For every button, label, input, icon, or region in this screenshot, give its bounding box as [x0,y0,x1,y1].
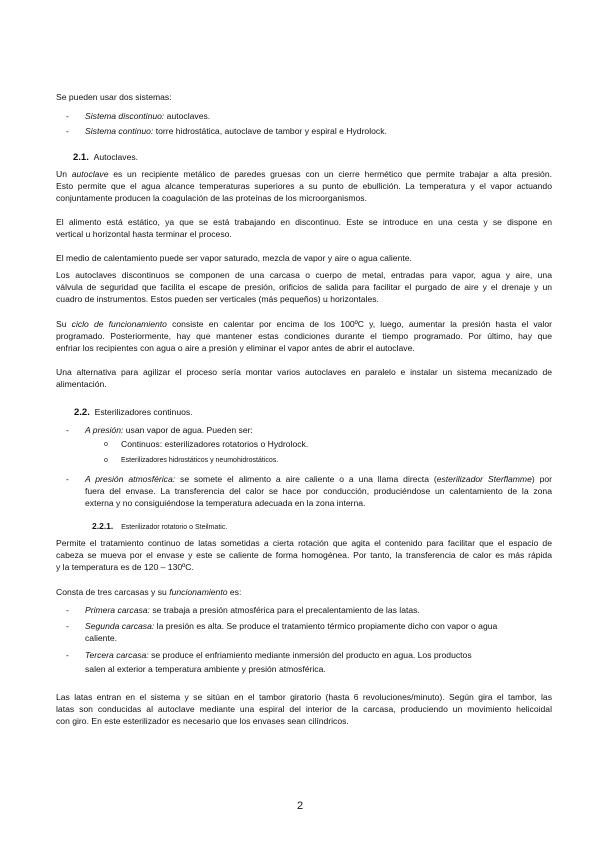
paragraph-line: latas son conducidas al autoclave mediante una espiral del interior de la carcasa, produciendo un movimiento helicoidal [56,704,552,714]
bullet-circle: o [104,441,108,448]
paragraph-line: Esto permite que el agua alcance temperaturas superiores a su punto de ebullición. La temperatura y el vapor actuando [56,181,552,191]
list-item-a-presion: A presión: usan vapor de agua. Pueden ser: [85,425,253,435]
bullet-dash: - [66,621,69,631]
paragraph-line: salen al exterior a temperatura ambiente y presión atmosférica. [85,664,326,674]
paragraph-line: válvula de seguridad que facilita el escape de presión, orificios de salida para facilitar el purgado de aire y el drenaje y un [56,282,552,292]
paragraph-line: El medio de calentamiento puede ser vapor saturado, mezcla de vapor y aire o agua caliente. [56,253,412,263]
paragraph-line: cuadro de instrumentos. Estos pueden ser verticales (más pequeños) u horizontales. [56,294,379,304]
intro-text: Se pueden usar dos sistemas: [56,92,172,102]
paragraph-line: conjuntamente producen la coagulación de las proteínas de los microorganismos. [56,193,367,203]
paragraph-line: Los autoclaves discontinuos se componen de una carcasa o cuerpo de metal, entradas para vapor, agua y aire, una [56,270,552,280]
paragraph-line: fuera del envase. La transferencia del calor se hace por conducción, produciéndose un calentamiento de la zona [85,486,552,496]
bullet-dash: - [66,126,69,136]
list-item-sistema-discontinuo: Sistema discontinuo: autoclaves. [85,111,211,121]
bullet-dash: - [66,425,69,435]
paragraph-line: Un autoclave es un recipiente metálico de paredes gruesas con un cierre hermético que permite trabajar a alta presión. [56,169,552,179]
sub-list-item: Esterilizadores hidrostáticos y neumohidrostáticos. [121,457,279,464]
paragraph-line: Las latas entran en el sistema y se sitúan en el tambor giratorio (hasta 6 revoluciones/minuto). Según gira el tambor, las [56,692,552,702]
paragraph-line: Una alternativa para agilizar el proceso sería montar varios autoclaves en paralelo e instalar un sistema mecanizado de [56,367,552,377]
bullet-dash: - [66,605,69,615]
paragraph-line: con giro. En este esterilizador es necesario que los envases sean cilíndricos. [56,716,349,726]
paragraph-line: cabeza se mueva por el envase y este se caliente de forma homogénea. Por tanto, la transferencia de calor es más rápida [56,550,552,560]
section-heading-2-2: 2.2. Esterilizadores continuos. [74,407,193,418]
paragraph-line: externa y no consiguiéndose la temperatura adecuada en la zona interna. [85,498,366,508]
paragraph-line: vertical u horizontal hasta terminar el proceso. [56,229,232,239]
paragraph-line: programado. Posteriormente, hay que mantener estas condiciones durante el tiempo programado. Por último, hay que [56,331,552,341]
bullet-dash: - [66,111,69,121]
paragraph-line: y la temperatura es de 120 – 130ºC. [56,562,194,572]
paragraph-line: Permite el tratamiento continuo de latas sometidas a cierta rotación que agita el contenido para facilitar que el espacio de [56,538,552,548]
list-item-tercera-carcasa: Tercera carcasa: se produce el enfriamiento mediante inmersión del producto en agua. Los productos [85,650,472,660]
paragraph-line: Su ciclo de funcionamiento consiste en calentar por encima de los 100ºC y, luego, aumentar la presión hasta el valor [56,319,552,329]
bullet-circle: o [104,457,108,464]
paragraph-line: Consta de tres carcasas y su funcionamiento es: [56,587,242,597]
section-heading-2-1: 2.1. Autoclaves. [73,152,139,163]
paragraph-line: El alimento está estático, ya que se está trabajando en discontinuo. Este se introduce en una cesta y se dispone en [56,217,552,227]
page-number: 2 [296,800,304,812]
bullet-dash: - [66,650,69,660]
bullet-dash: - [66,474,69,484]
list-item-presion-atmosferica: A presión atmosférica: se somete el alimento a aire caliente o a una llama directa (esterilizador Sterflamme) por [85,474,553,484]
paragraph-line: enfriar los recipientes con agua o aire a presión y eliminar el vapor antes de abrir el autoclave. [56,343,415,353]
list-item-segunda-carcasa: Segunda carcasa: la presión es alta. Se produce el tratamiento térmico propiamente dicho con vapor o agua [85,621,498,631]
list-item-sistema-continuo: Sistema continuo: torre hidrostática, autoclave de tambor y espiral e Hydrolock. [85,126,387,136]
sub-list-item: Continuos: esterilizadores rotatorios o Hydrolock. [121,439,309,449]
paragraph-line: alimentación. [56,379,107,389]
section-heading-2-2-1: 2.2.1. Esterilizador rotatorio o Steilmatic. [92,521,228,531]
list-item-primera-carcasa: Primera carcasa: se trabaja a presión atmosférica para el precalentamiento de las latas. [85,605,420,615]
paragraph-line: caliente. [85,633,118,643]
